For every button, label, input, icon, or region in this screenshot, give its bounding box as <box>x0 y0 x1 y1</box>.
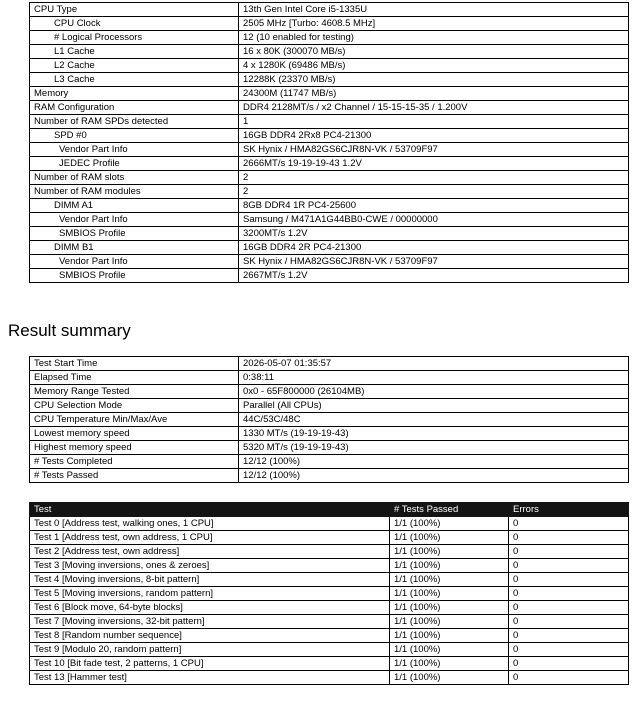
system-info-label: Number of RAM slots <box>30 171 239 185</box>
system-info-row <box>30 115 629 129</box>
test-passed: 1/1 (100%) <box>390 615 509 629</box>
test-passed: 1/1 (100%) <box>390 671 509 685</box>
system-info-value: SK Hynix / HMA82GS6CJR8N-VK / 53709F97 <box>239 255 629 269</box>
test-row <box>30 573 629 587</box>
header-errors: Errors <box>509 503 629 517</box>
test-row <box>30 643 629 657</box>
test-passed: 1/1 (100%) <box>390 573 509 587</box>
system-info-label: CPU Clock <box>30 17 239 31</box>
test-name: Test 5 [Moving inversions, random pattern] <box>30 587 390 601</box>
system-info-label: L2 Cache <box>30 59 239 73</box>
test-row <box>30 657 629 671</box>
system-info-row <box>30 73 629 87</box>
test-row <box>30 601 629 615</box>
summary-label: # Tests Completed <box>30 455 239 469</box>
system-info-row <box>30 59 629 73</box>
system-info-value: DDR4 2128MT/s / x2 Channel / 15-15-15-35 / 1.200V <box>239 101 629 115</box>
test-errors: 0 <box>509 601 629 615</box>
summary-row <box>30 455 629 469</box>
test-name: Test 10 [Bit fade test, 2 patterns, 1 CPU] <box>30 657 390 671</box>
test-errors: 0 <box>509 531 629 545</box>
summary-row <box>30 357 629 371</box>
system-info-row <box>30 45 629 59</box>
system-info-row <box>30 3 629 17</box>
system-info-row <box>30 241 629 255</box>
test-name: Test 2 [Address test, own address] <box>30 545 390 559</box>
system-info-value: 2505 MHz [Turbo: 4608.5 MHz] <box>239 17 629 31</box>
test-errors: 0 <box>509 643 629 657</box>
system-info-value: 2 <box>239 185 629 199</box>
system-info-label: SPD #0 <box>30 129 239 143</box>
system-info-label: Number of RAM SPDs detected <box>30 115 239 129</box>
system-info-row <box>30 213 629 227</box>
summary-row <box>30 385 629 399</box>
test-errors: 0 <box>509 671 629 685</box>
summary-label: CPU Temperature Min/Max/Ave <box>30 413 239 427</box>
summary-value: 1330 MT/s (19-19-19-43) <box>239 427 629 441</box>
summary-label: Test Start Time <box>30 357 239 371</box>
system-info-row <box>30 227 629 241</box>
summary-row <box>30 441 629 455</box>
test-row <box>30 545 629 559</box>
system-info-label: DIMM B1 <box>30 241 239 255</box>
test-errors: 0 <box>509 559 629 573</box>
system-info-value: 2 <box>239 171 629 185</box>
test-passed: 1/1 (100%) <box>390 643 509 657</box>
system-info-label: Vendor Part Info <box>30 143 239 157</box>
system-info-label: Vendor Part Info <box>30 213 239 227</box>
test-name: Test 8 [Random number sequence] <box>30 629 390 643</box>
test-errors: 0 <box>509 545 629 559</box>
summary-label: # Tests Passed <box>30 469 239 483</box>
system-info-label: # Logical Processors <box>30 31 239 45</box>
test-row <box>30 671 629 685</box>
test-passed: 1/1 (100%) <box>390 531 509 545</box>
test-name: Test 0 [Address test, walking ones, 1 CPU] <box>30 517 390 531</box>
system-info-label: L3 Cache <box>30 73 239 87</box>
summary-row <box>30 427 629 441</box>
test-name: Test 6 [Block move, 64-byte blocks] <box>30 601 390 615</box>
system-info-value: Samsung / M471A1G44BB0-CWE / 00000000 <box>239 213 629 227</box>
summary-value: 44C/53C/48C <box>239 413 629 427</box>
summary-value: 12/12 (100%) <box>239 455 629 469</box>
system-info-value: 12 (10 enabled for testing) <box>239 31 629 45</box>
summary-label: Memory Range Tested <box>30 385 239 399</box>
system-info-row <box>30 157 629 171</box>
system-info-value: 2667MT/s 1.2V <box>239 269 629 283</box>
test-row <box>30 517 629 531</box>
test-row <box>30 587 629 601</box>
system-info-label: JEDEC Profile <box>30 157 239 171</box>
summary-label: Elapsed Time <box>30 371 239 385</box>
test-results-header-row <box>30 503 629 517</box>
test-row <box>30 531 629 545</box>
system-info-label: Number of RAM modules <box>30 185 239 199</box>
system-info-row <box>30 255 629 269</box>
test-results-table <box>29 502 629 685</box>
system-info-row <box>30 87 629 101</box>
test-passed: 1/1 (100%) <box>390 601 509 615</box>
test-row <box>30 615 629 629</box>
summary-value: 0:38:11 <box>239 371 629 385</box>
system-info-value: 1 <box>239 115 629 129</box>
system-info-row <box>30 199 629 213</box>
summary-label: CPU Selection Mode <box>30 399 239 413</box>
test-name: Test 4 [Moving inversions, 8-bit pattern] <box>30 573 390 587</box>
test-row <box>30 559 629 573</box>
test-name: Test 7 [Moving inversions, 32-bit pattern] <box>30 615 390 629</box>
test-name: Test 3 [Moving inversions, ones & zeroes] <box>30 559 390 573</box>
system-info-row <box>30 129 629 143</box>
summary-value: 0x0 - 65F800000 (26104MB) <box>239 385 629 399</box>
test-passed: 1/1 (100%) <box>390 559 509 573</box>
test-name: Test 1 [Address test, own address, 1 CPU] <box>30 531 390 545</box>
system-info-value: 12288K (23370 MB/s) <box>239 73 629 87</box>
system-info-row <box>30 269 629 283</box>
test-passed: 1/1 (100%) <box>390 517 509 531</box>
system-info-row <box>30 101 629 115</box>
test-passed: 1/1 (100%) <box>390 587 509 601</box>
test-errors: 0 <box>509 587 629 601</box>
header-test: Test <box>30 503 390 517</box>
system-info-label: SMBIOS Profile <box>30 269 239 283</box>
summary-value: Parallel (All CPUs) <box>239 399 629 413</box>
system-info-row <box>30 17 629 31</box>
summary-row <box>30 371 629 385</box>
system-info-label: Memory <box>30 87 239 101</box>
test-errors: 0 <box>509 657 629 671</box>
test-name: Test 9 [Modulo 20, random pattern] <box>30 643 390 657</box>
system-info-value: 24300M (11747 MB/s) <box>239 87 629 101</box>
system-info-value: 2666MT/s 19-19-19-43 1.2V <box>239 157 629 171</box>
test-row <box>30 629 629 643</box>
system-info-value: 16GB DDR4 2Rx8 PC4-21300 <box>239 129 629 143</box>
system-info-row <box>30 143 629 157</box>
test-errors: 0 <box>509 629 629 643</box>
system-info-value: 16 x 80K (300070 MB/s) <box>239 45 629 59</box>
test-passed: 1/1 (100%) <box>390 545 509 559</box>
system-info-row <box>30 171 629 185</box>
system-info-table <box>29 2 629 283</box>
test-results-body <box>30 517 629 685</box>
summary-row <box>30 413 629 427</box>
system-info-value: 16GB DDR4 2R PC4-21300 <box>239 241 629 255</box>
system-info-value: 4 x 1280K (69486 MB/s) <box>239 59 629 73</box>
test-passed: 1/1 (100%) <box>390 657 509 671</box>
summary-value: 5320 MT/s (19-19-19-43) <box>239 441 629 455</box>
system-info-label: Vendor Part Info <box>30 255 239 269</box>
system-info-label: CPU Type <box>30 3 239 17</box>
system-info-label: L1 Cache <box>30 45 239 59</box>
test-errors: 0 <box>509 573 629 587</box>
summary-row <box>30 469 629 483</box>
result-summary-heading: Result summary <box>8 321 131 340</box>
test-errors: 0 <box>509 615 629 629</box>
system-info-value: 13th Gen Intel Core i5-1335U <box>239 3 629 17</box>
summary-label: Highest memory speed <box>30 441 239 455</box>
test-passed: 1/1 (100%) <box>390 629 509 643</box>
system-info-value: 8GB DDR4 1R PC4-25600 <box>239 199 629 213</box>
system-info-label: DIMM A1 <box>30 199 239 213</box>
test-name: Test 13 [Hammer test] <box>30 671 390 685</box>
summary-value: 2026-05-07 01:35:57 <box>239 357 629 371</box>
result-summary-table <box>29 356 629 483</box>
system-info-value: 3200MT/s 1.2V <box>239 227 629 241</box>
system-info-row <box>30 31 629 45</box>
system-info-label: RAM Configuration <box>30 101 239 115</box>
system-info-row <box>30 185 629 199</box>
system-info-value: SK Hynix / HMA82GS6CJR8N-VK / 53709F97 <box>239 143 629 157</box>
summary-row <box>30 399 629 413</box>
system-info-label: SMBIOS Profile <box>30 227 239 241</box>
test-errors: 0 <box>509 517 629 531</box>
system-info-body <box>30 3 629 283</box>
header-tests-passed: # Tests Passed <box>390 503 509 517</box>
summary-value: 12/12 (100%) <box>239 469 629 483</box>
summary-label: Lowest memory speed <box>30 427 239 441</box>
result-summary-body <box>30 357 629 483</box>
